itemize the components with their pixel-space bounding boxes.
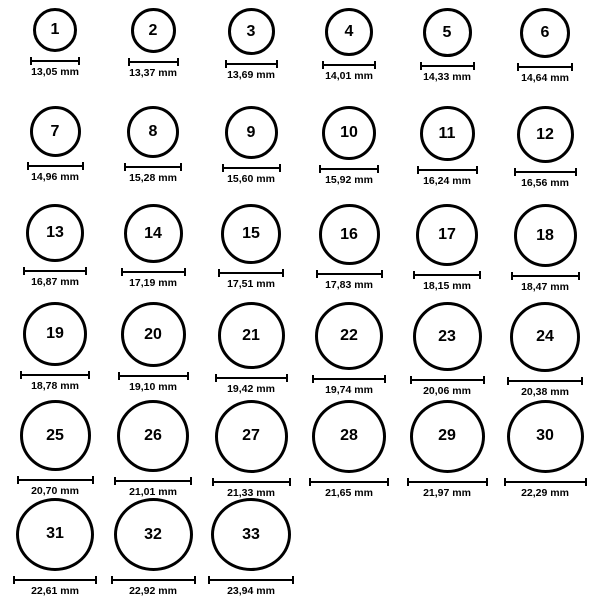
diameter-measure-bar	[316, 270, 383, 277]
measure-line	[316, 273, 383, 275]
ring-circle	[127, 106, 179, 158]
ring-size-label: 2	[148, 21, 158, 39]
ring-size-cell	[496, 400, 594, 498]
measure-tick-left	[20, 371, 22, 379]
diameter-measure-bar	[222, 164, 281, 171]
ring-circle	[131, 8, 176, 53]
diameter-value: 21,65 mm	[325, 486, 373, 499]
measure-tick-left	[514, 168, 516, 176]
measure-tick-left	[319, 165, 321, 173]
ring-size-label: 24	[536, 328, 554, 345]
ring-size-label: 28	[340, 427, 358, 445]
measure-tick-right	[575, 168, 577, 176]
measure-line	[215, 377, 288, 379]
diameter-measure-bar	[322, 61, 376, 68]
ring-circle	[218, 302, 285, 369]
measure-tick-right	[585, 478, 587, 486]
diameter-measure-bar	[410, 376, 485, 383]
measure-tick-left	[30, 57, 32, 65]
measure-line	[410, 379, 485, 381]
measure-tick-left	[118, 372, 120, 380]
ring-circle	[124, 204, 183, 263]
diameter-value: 19,10 mm	[129, 381, 177, 393]
diameter-value: 17,51 mm	[227, 278, 275, 290]
ring-size-label: 25	[46, 426, 64, 444]
measure-line	[30, 60, 80, 62]
measure-line	[312, 378, 386, 380]
ring-size-cell	[202, 302, 300, 400]
measure-line	[517, 66, 573, 68]
measure-tick-left	[23, 267, 25, 275]
ring-circle	[507, 400, 584, 473]
diameter-measure-bar	[517, 63, 573, 70]
ring-size-label: 31	[46, 525, 64, 543]
diameter-measure-bar	[407, 478, 488, 485]
measure-line	[212, 481, 291, 483]
ring-circle	[413, 302, 482, 371]
diameter-value: 22,92 mm	[129, 584, 177, 597]
ring-size-label: 3	[246, 22, 256, 40]
ring-size-cell	[6, 204, 104, 302]
ring-size-cell	[300, 8, 398, 106]
ring-size-cell	[104, 498, 202, 596]
diameter-value: 19,74 mm	[325, 384, 373, 396]
diameter-measure-bar	[417, 166, 478, 173]
measure-line	[124, 166, 182, 168]
measure-tick-left	[222, 164, 224, 172]
ring-size-cell	[104, 204, 202, 302]
measure-tick-right	[180, 163, 182, 171]
measure-tick-right	[476, 166, 478, 174]
measure-tick-left	[114, 477, 116, 485]
diameter-value: 17,19 mm	[129, 277, 177, 289]
diameter-measure-bar	[27, 162, 84, 169]
measure-line	[114, 480, 192, 482]
ring-size-label: 14	[144, 224, 162, 242]
diameter-value: 21,01 mm	[129, 486, 177, 498]
measure-tick-right	[279, 164, 281, 172]
diameter-measure-bar	[30, 57, 80, 64]
diameter-measure-bar	[319, 165, 379, 172]
ring-circle	[30, 106, 81, 157]
diameter-value: 18,15 mm	[423, 280, 471, 292]
measure-tick-right	[473, 62, 475, 70]
measure-line	[504, 481, 587, 483]
measure-tick-right	[276, 60, 278, 68]
ring-circle	[33, 8, 77, 52]
diameter-value: 18,78 mm	[31, 380, 79, 392]
measure-tick-left	[111, 576, 113, 584]
measure-line	[20, 374, 90, 376]
ring-circle	[211, 498, 291, 571]
measure-tick-right	[92, 476, 94, 484]
ring-size-label: 6	[540, 24, 550, 41]
diameter-measure-bar	[118, 372, 189, 379]
measure-line	[121, 271, 186, 273]
diameter-measure-bar	[17, 476, 94, 483]
diameter-value: 16,56 mm	[521, 177, 569, 189]
measure-tick-right	[187, 372, 189, 380]
ring-circle	[319, 204, 380, 265]
diameter-value: 14,64 mm	[521, 72, 569, 84]
ring-circle	[423, 8, 472, 57]
ring-circle	[228, 8, 275, 55]
diameter-value: 22,29 mm	[521, 486, 569, 499]
measure-tick-right	[377, 165, 379, 173]
ring-size-label: 7	[50, 122, 60, 140]
measure-tick-right	[571, 63, 573, 71]
diameter-value: 14,01 mm	[325, 70, 373, 82]
ring-size-cell	[6, 8, 104, 106]
ring-circle	[221, 204, 281, 264]
measure-line	[13, 579, 97, 581]
ring-size-cell	[300, 106, 398, 204]
ring-size-cell	[398, 302, 496, 400]
measure-tick-right	[387, 478, 389, 486]
measure-tick-left	[225, 60, 227, 68]
measure-tick-right	[581, 377, 583, 385]
measure-tick-left	[507, 377, 509, 385]
measure-tick-left	[27, 162, 29, 170]
diameter-measure-bar	[218, 269, 284, 276]
measure-tick-left	[13, 576, 15, 584]
diameter-value: 21,97 mm	[423, 486, 471, 499]
ring-circle	[20, 400, 91, 471]
diameter-measure-bar	[511, 272, 580, 279]
measure-tick-left	[212, 478, 214, 486]
ring-size-label: 21	[242, 326, 260, 344]
ring-circle	[23, 302, 87, 366]
ring-size-label: 33	[242, 525, 260, 543]
ring-size-cell	[398, 400, 496, 498]
measure-tick-right	[289, 478, 291, 486]
diameter-measure-bar	[13, 576, 97, 583]
measure-line	[111, 579, 196, 581]
ring-size-label: 13	[46, 224, 64, 241]
diameter-value: 13,37 mm	[129, 67, 177, 79]
measure-tick-left	[309, 478, 311, 486]
measure-line	[511, 275, 580, 277]
measure-line	[407, 481, 488, 483]
measure-tick-left	[215, 374, 217, 382]
ring-size-label: 23	[438, 327, 456, 345]
diameter-measure-bar	[504, 478, 587, 485]
diameter-measure-bar	[215, 374, 288, 381]
measure-line	[128, 61, 179, 63]
measure-tick-left	[511, 272, 513, 280]
measure-tick-right	[578, 272, 580, 280]
ring-circle	[16, 498, 94, 571]
measure-line	[322, 64, 376, 66]
ring-circle	[520, 8, 570, 58]
measure-line	[17, 479, 94, 481]
ring-size-cell	[300, 400, 398, 498]
ring-size-label: 11	[438, 124, 456, 142]
diameter-measure-bar	[20, 371, 90, 378]
measure-tick-right	[177, 58, 179, 66]
ring-size-label: 17	[438, 226, 456, 243]
measure-line	[420, 65, 475, 67]
measure-tick-right	[95, 576, 97, 584]
ring-size-cell	[6, 302, 104, 400]
ring-size-cell	[202, 8, 300, 106]
diameter-value: 22,61 mm	[31, 584, 79, 597]
diameter-value: 14,33 mm	[423, 71, 471, 83]
measure-tick-right	[374, 61, 376, 69]
measure-tick-left	[413, 271, 415, 279]
ring-size-cell	[398, 8, 496, 106]
ring-size-label: 26	[144, 427, 162, 444]
diameter-measure-bar	[111, 576, 196, 582]
measure-tick-left	[407, 478, 409, 486]
ring-size-cell	[202, 498, 300, 596]
ring-size-label: 19	[46, 325, 64, 342]
ring-size-label: 15	[242, 225, 260, 242]
measure-tick-right	[282, 269, 284, 277]
ring-size-label: 4	[344, 23, 354, 40]
ring-size-label: 18	[536, 226, 554, 244]
measure-line	[514, 171, 577, 173]
measure-tick-left	[208, 576, 210, 584]
ring-size-label: 10	[340, 124, 358, 141]
ring-size-cell	[6, 106, 104, 204]
diameter-value: 20,38 mm	[521, 386, 569, 398]
ring-size-cell	[398, 106, 496, 204]
ring-circle	[121, 302, 186, 367]
ring-size-label: 12	[536, 125, 554, 143]
ring-circle	[225, 106, 278, 159]
ring-size-label: 30	[536, 427, 554, 445]
measure-line	[417, 169, 478, 171]
ring-circle	[410, 400, 485, 473]
ring-size-cell	[6, 498, 104, 596]
ring-circle	[416, 204, 478, 266]
ring-circle	[26, 204, 84, 262]
diameter-measure-bar	[128, 58, 179, 65]
ring-size-cell	[104, 8, 202, 106]
ring-size-cell	[104, 302, 202, 400]
diameter-value: 21,33 mm	[227, 486, 275, 499]
measure-tick-right	[479, 271, 481, 279]
measure-tick-left	[420, 62, 422, 70]
measure-tick-right	[88, 371, 90, 379]
ring-circle	[420, 106, 475, 161]
ring-circle	[325, 8, 373, 56]
ring-size-label: 27	[242, 427, 260, 445]
ring-size-label: 1	[50, 21, 60, 38]
measure-tick-right	[286, 374, 288, 382]
diameter-value: 14,96 mm	[31, 171, 79, 183]
measure-tick-right	[194, 576, 196, 584]
measure-tick-right	[78, 57, 80, 65]
ring-size-cell	[496, 302, 594, 400]
diameter-value: 15,28 mm	[129, 172, 177, 184]
diameter-value: 20,06 mm	[423, 385, 471, 397]
measure-tick-right	[486, 478, 488, 486]
diameter-measure-bar	[309, 478, 389, 485]
measure-line	[218, 272, 284, 274]
measure-tick-right	[85, 267, 87, 275]
diameter-measure-bar	[23, 267, 87, 274]
measure-tick-left	[218, 269, 220, 277]
diameter-value: 19,42 mm	[227, 383, 275, 395]
ring-size-label: 5	[442, 23, 452, 41]
measure-line	[319, 168, 379, 170]
ring-size-label: 22	[340, 327, 358, 344]
ring-size-cell	[496, 106, 594, 204]
diameter-value: 15,60 mm	[227, 173, 275, 185]
measure-tick-right	[82, 162, 84, 170]
measure-line	[222, 167, 281, 169]
diameter-measure-bar	[124, 163, 182, 170]
diameter-measure-bar	[212, 478, 291, 485]
ring-circle	[117, 400, 189, 472]
measure-tick-left	[316, 270, 318, 278]
ring-size-label: 8	[148, 123, 158, 140]
ring-size-label: 32	[144, 525, 162, 543]
measure-tick-left	[517, 63, 519, 71]
ring-size-cell	[496, 204, 594, 302]
measure-tick-left	[504, 478, 506, 486]
diameter-measure-bar	[507, 377, 583, 384]
diameter-value: 16,24 mm	[423, 175, 471, 187]
ring-circle	[114, 498, 193, 571]
diameter-measure-bar	[420, 62, 475, 69]
measure-line	[309, 481, 389, 483]
ring-circle	[517, 106, 574, 163]
measure-tick-right	[384, 375, 386, 383]
diameter-value: 16,87 mm	[31, 276, 79, 288]
diameter-value: 13,05 mm	[31, 66, 79, 78]
measure-line	[118, 375, 189, 377]
diameter-value: 20,70 mm	[31, 485, 79, 497]
ring-circle	[514, 204, 577, 267]
ring-size-cell	[300, 204, 398, 302]
ring-circle	[215, 400, 288, 473]
measure-tick-right	[184, 268, 186, 276]
diameter-measure-bar	[225, 60, 278, 67]
measure-tick-right	[381, 270, 383, 278]
ring-size-cell	[104, 106, 202, 204]
measure-tick-left	[17, 476, 19, 484]
ring-size-label: 29	[438, 427, 456, 445]
measure-tick-left	[410, 376, 412, 384]
measure-line	[208, 579, 294, 581]
diameter-measure-bar	[312, 375, 386, 382]
ring-size-label: 20	[144, 325, 162, 343]
measure-line	[23, 270, 87, 272]
diameter-value: 15,92 mm	[325, 174, 373, 186]
diameter-value: 13,69 mm	[227, 69, 275, 81]
ring-size-cell	[6, 400, 104, 498]
ring-size-label: 16	[340, 225, 358, 243]
ring-circle	[510, 302, 580, 372]
diameter-measure-bar	[208, 576, 294, 582]
measure-tick-left	[322, 61, 324, 69]
diameter-value: 23,94 mm	[227, 584, 275, 597]
measure-tick-right	[483, 376, 485, 384]
diameter-value: 18,47 mm	[521, 281, 569, 293]
ring-size-cell	[202, 204, 300, 302]
measure-tick-left	[128, 58, 130, 66]
measure-line	[507, 380, 583, 382]
diameter-measure-bar	[121, 268, 186, 275]
measure-tick-left	[417, 166, 419, 174]
ring-size-cell	[202, 400, 300, 498]
measure-tick-left	[312, 375, 314, 383]
measure-tick-right	[190, 477, 192, 485]
ring-size-cell	[202, 106, 300, 204]
measure-line	[225, 63, 278, 65]
ring-size-cell	[496, 8, 594, 106]
ring-circle	[322, 106, 376, 160]
diameter-measure-bar	[514, 168, 577, 175]
ring-size-label: 9	[246, 123, 256, 141]
diameter-measure-bar	[114, 477, 192, 484]
measure-line	[27, 165, 84, 167]
measure-tick-left	[124, 163, 126, 171]
ring-circle	[315, 302, 383, 370]
ring-size-cell	[104, 400, 202, 498]
diameter-value: 17,83 mm	[325, 279, 373, 291]
measure-line	[413, 274, 481, 276]
diameter-measure-bar	[413, 271, 481, 278]
ring-size-cell	[398, 204, 496, 302]
ring-circle	[312, 400, 386, 473]
measure-tick-left	[121, 268, 123, 276]
measure-tick-right	[292, 576, 294, 584]
ring-size-cell	[300, 302, 398, 400]
